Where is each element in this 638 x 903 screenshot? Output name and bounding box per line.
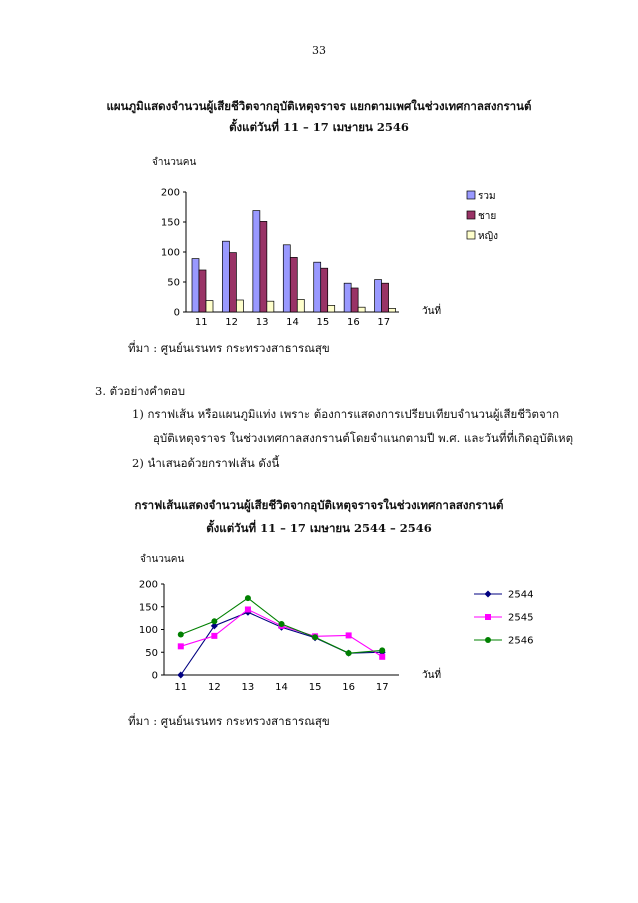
line-legend-marker bbox=[485, 637, 491, 643]
line-x-tick-label: 16 bbox=[342, 682, 356, 693]
bar-x-tick-label: 11 bbox=[194, 317, 208, 328]
bar-y-tick-label: 150 bbox=[160, 217, 180, 229]
page-number: 33 bbox=[312, 44, 326, 57]
bar-x-tick-label: 13 bbox=[255, 317, 269, 328]
line-legend-marker bbox=[485, 614, 491, 620]
line-point-2545-17 bbox=[379, 654, 385, 660]
line-point-2546-13 bbox=[245, 595, 251, 601]
line-x-axis-label: วันที่ bbox=[422, 670, 442, 681]
line-x-tick-label: 14 bbox=[275, 682, 288, 693]
line-legend-label: 2544 bbox=[508, 589, 534, 601]
line-point-2546-11 bbox=[178, 632, 184, 638]
line-y-tick-label: 100 bbox=[138, 625, 158, 636]
line-x-tick-label: 11 bbox=[174, 682, 188, 693]
line-x-tick-label: 17 bbox=[375, 682, 389, 693]
answer-item-2: 2) นำเสนอด้วยกราฟเส้น ดังนี้ bbox=[132, 456, 280, 470]
bar-x-tick-label: 16 bbox=[346, 317, 360, 328]
bar-y-tick-label: 0 bbox=[173, 307, 180, 319]
bar-x-tick-label: 15 bbox=[316, 317, 330, 328]
bar-legend-label: รวม bbox=[478, 191, 496, 202]
bar-y-tick-label: 200 bbox=[160, 187, 180, 199]
source-note-1: ที่มา : ศูนย์นเรนทร กระทรวงสาธารณสุข bbox=[128, 341, 330, 355]
line-point-2545-13 bbox=[245, 606, 251, 612]
line-y-tick-label: 0 bbox=[151, 670, 158, 682]
bar-x-tick-label: 17 bbox=[377, 317, 391, 328]
line-point-2545-12 bbox=[211, 633, 217, 639]
bar-chart-title: แผนภูมิแสดงจำนวนผู้เสียชีวิตจากอุบัติเหตุจราจร แยกตามเพศในช่วงเทศกาลสงกรานต์ bbox=[106, 99, 532, 113]
section-heading: 3. ตัวอย่างคำตอบ bbox=[95, 384, 186, 398]
line-y-tick-label: 50 bbox=[145, 647, 158, 659]
line-chart-ylabel: จำนวนคน bbox=[140, 554, 185, 565]
line-point-2546-17 bbox=[379, 647, 385, 653]
bar-legend-label: ชาย bbox=[478, 211, 497, 222]
line-point-2545-16 bbox=[346, 632, 352, 638]
bar-y-tick-label: 50 bbox=[167, 277, 180, 289]
bar-chart-ylabel: จำนวนคน bbox=[152, 157, 197, 168]
source-note-2: ที่มา : ศูนย์นเรนทร กระทรวงสาธารณสุข bbox=[128, 714, 330, 728]
line-x-tick-label: 15 bbox=[308, 682, 322, 693]
bar-x-tick-label: 12 bbox=[225, 317, 239, 328]
line-y-tick-label: 200 bbox=[138, 579, 158, 591]
line-point-2545-11 bbox=[178, 643, 184, 649]
line-point-2546-15 bbox=[312, 634, 318, 640]
line-x-tick-label: 12 bbox=[207, 682, 221, 693]
line-point-2544-11 bbox=[177, 672, 184, 679]
line-y-tick-label: 150 bbox=[138, 602, 158, 614]
line-legend-label: 2545 bbox=[508, 612, 534, 624]
line-chart-subtitle: ตั้งแต่วันที่ 11 – 17 เมษายน 2544 – 2546 bbox=[206, 521, 432, 535]
line-point-2546-12 bbox=[211, 618, 217, 624]
answer-item-1-line-2: อุบัติเหตุจราจร ในช่วงเทศกาลสงกรานต์โดยจำแนกตามปี พ.ศ. และวันที่ที่เกิดอุบัติเหตุ bbox=[153, 431, 574, 445]
line-x-tick-label: 13 bbox=[241, 682, 255, 693]
line-series-2545 bbox=[181, 609, 382, 656]
bar-x-axis-label: วันที่ bbox=[422, 306, 442, 317]
bar-y-tick-label: 100 bbox=[160, 247, 180, 259]
line-chart-title: กราฟเส้นแสดงจำนวนผู้เสียชีวิตจากอุบัติเหตุจราจรในช่วงเทศกาลสงกรานต์ bbox=[134, 498, 504, 512]
line-legend-marker bbox=[485, 591, 492, 598]
line-legend-label: 2546 bbox=[508, 635, 534, 647]
bar-chart-subtitle: ตั้งแต่วันที่ 11 – 17 เมษายน 2546 bbox=[229, 120, 409, 134]
line-point-2546-14 bbox=[279, 621, 285, 627]
bar-x-tick-label: 14 bbox=[286, 317, 299, 328]
answer-item-1-line-1: 1) กราฟเส้น หรือแผนภูมิแท่ง เพราะ ต้องการแสดงการเปรียบเทียบจำนวนผู้เสียชีวิตจาก bbox=[132, 407, 560, 421]
line-point-2546-16 bbox=[346, 650, 352, 656]
bar-legend-label: หญิง bbox=[478, 231, 498, 242]
